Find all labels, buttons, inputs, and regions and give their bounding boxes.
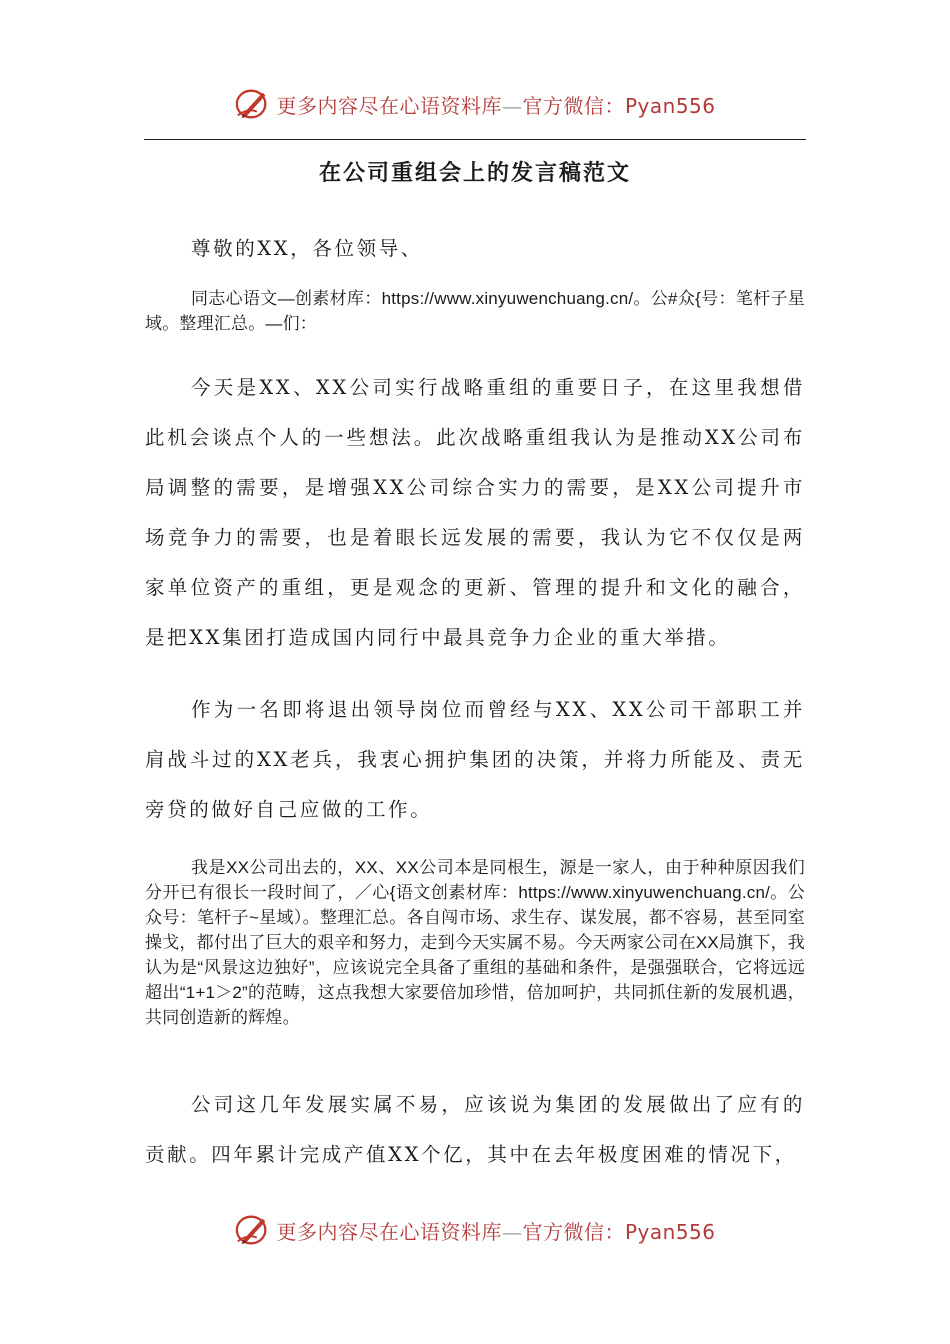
banner-separator: — (501, 93, 523, 118)
paragraph-body-1: 今天是XX、XX公司实行战略重组的重要日子，在这里我想借此机会谈点个人的一些想法。此次战略重组我认为是推动XX公司布局调整的需要，是增强XX公司综合实力的需要，是XX公司提升市场竞争力的需要，也是着眼长远发展的需要，我认为它不仅仅是两家单位资产的重组，更是观念的更新、管理的提升和文化的融合，是把XX集团打造成国内同行中最具竞争力企业的重大举措。 (145, 376, 805, 649)
paragraph-body-3: 我是XX公司出去的，XX、XX公司本是同根生，源是一家人，由于种种原因我们分开已有很长一段时间了，／心{语文创素材库：https://www.xinyuwenchuang.cn/。公众号：笔杆子~星域）。整理汇总。各自闯市场、求生存、谋发展，都不容易，甚至同室操戈，都付出了巨大的艰辛和努力，走到今天实属不易。今天两家公司在XX局旗下，我认为是“风景这边独好”，应该说完全具备了重组的基础和条件，是强强联合，它将远远超出“1+1＞2”的范畴，这点我想大家要倍加珍惜，倍加呵护，共同抓住新的发展机遇，共同创造新的辉煌。 (145, 858, 805, 1027)
banner-separator: — (501, 1219, 523, 1244)
pen-logo-icon (234, 1212, 272, 1248)
pen-logo-icon (234, 86, 272, 122)
banner-prefix: 更多内容尽在心语资料库 (276, 1219, 502, 1244)
paragraph-body-4: 公司这几年发展实属不易，应该说为集团的发展做出了应有的贡献。四年累计完成产值XX个亿，其中在去年极度困难的情况下， (145, 1093, 805, 1166)
paragraph-body-2: 作为一名即将退出领导岗位而曾经与XX、XX公司干部职工并肩战斗过的XX老兵，我衷心拥护集团的决策，并将力所能及、责无旁贷的做好自己应做的工作。 (145, 698, 805, 821)
footer-banner (0, 1210, 950, 1250)
banner-wechat-id: Pyan556 (624, 1219, 716, 1244)
document-title: 在公司重组会上的发言稿范文 (318, 160, 631, 186)
banner-suffix: 官方微信： (522, 1219, 625, 1244)
banner-wechat-id: Pyan556 (624, 93, 716, 118)
header-divider (144, 139, 806, 140)
paragraph-source-note: 同志心语文—创素材库：https://www.xinyuwenchuang.cn/。公#众{号：笔杆子星域。整理汇总。—们： (145, 289, 805, 333)
banner-text (276, 90, 715, 119)
banner-text (276, 1216, 715, 1245)
banner-suffix: 官方微信： (522, 93, 625, 118)
paragraph-salutation: 尊敬的XX，各位领导、 (191, 237, 423, 260)
header-banner (0, 84, 950, 124)
banner-prefix: 更多内容尽在心语资料库 (276, 93, 502, 118)
